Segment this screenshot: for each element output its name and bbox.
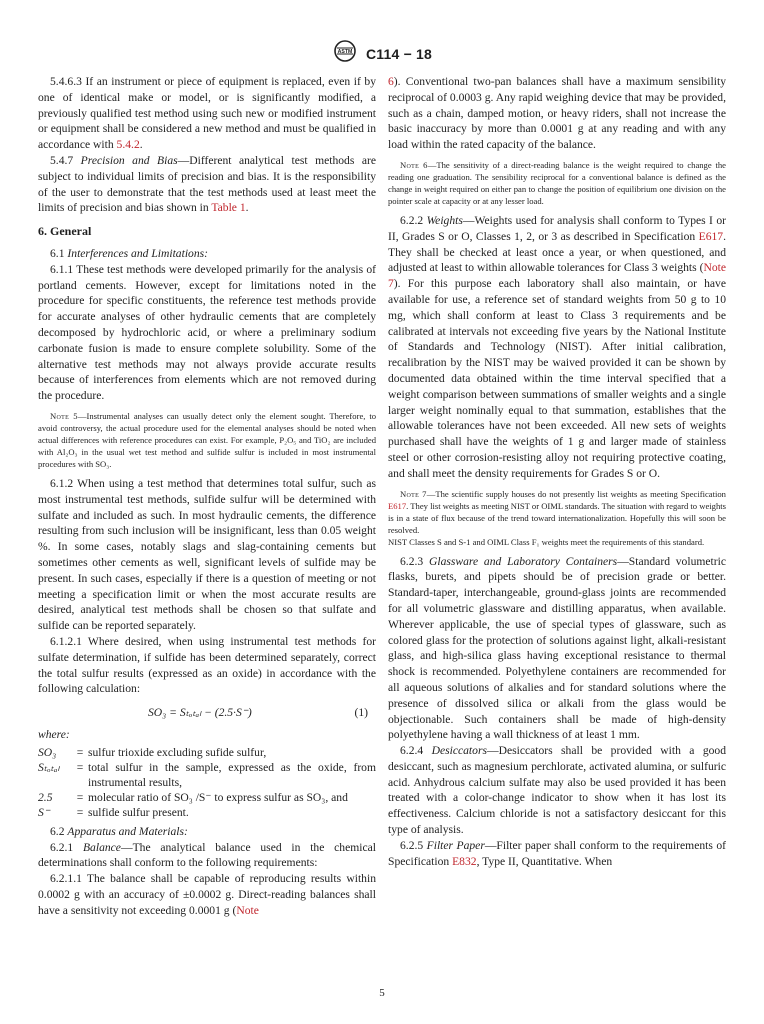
equation-1 bbox=[38, 699, 376, 725]
paragraph-6-2-1-1-continued: 6). Conventional two-pan balances shall have a maximum sensibility reciprocal of 0.0003 g. Any rapid weighing device that may be provided, such as a chain, damped motion, or heavy riders, shall not increase the basic inaccuracy by more than 0.0001 g at any reading and with any load within the rated capacity of the balance. bbox=[388, 75, 726, 152]
paragraph-6-2-1-1: 6.2.1.1 The balance shall be capable of reproducing results within 0.0002 g with an accuracy of ±0.0002 g. Direct-reading balances shall have a sensitivity not exceeding 0.0001 g (Note bbox=[38, 872, 376, 917]
link-note-6[interactable]: Note bbox=[236, 903, 259, 917]
definition-row: Sₜₒₜₐₗ = total sulfur in the sample, expressed as the oxide, from instrumental results, bbox=[38, 760, 376, 789]
section-heading-general: 6. General bbox=[38, 224, 92, 239]
link-note-6-number[interactable]: 6 bbox=[388, 75, 394, 88]
link-5-4-2[interactable]: 5.4.2 bbox=[116, 138, 140, 152]
paragraph-6-1-1: 6.1.1 These test methods were developed primarily for the analysis of portland cements. However, except for limitations noted in the procedure for specific constituents, the reference test methods provide for accurate analyses of other hydraulic cements that are completely decomposed by hydrochloric acid, or where a preliminary sodium carbonate fusion is made to ensure complete solubility. Some of the alternative test methods may not always provide accurate results because of interferences from elements which are not removed during the procedure. bbox=[38, 262, 376, 403]
paragraph-6-2-4: 6.2.4 Desiccators—Desiccators shall be provided with a good desiccant, such as magnesium perchlorate, activated alumina, or sulfuric acid. Anhydrous calcium sulfate may also be used provided it has been treated with a color-change indicator to show when it has lost its effectiveness. Calcium chloride is not a satisfactory desiccant for this type of analysis. bbox=[388, 744, 727, 837]
astm-logo-icon bbox=[332, 40, 358, 67]
svg-text:ASTM: ASTM bbox=[337, 49, 353, 56]
definition-row: S⁻ = sulfide sulfur present. bbox=[38, 805, 189, 819]
link-e617-note[interactable]: E617 bbox=[388, 500, 407, 511]
note-6: Note 6—The sensitivity of a direct-reading balance is the weight required to change the reading one graduation. The sensibility reciprocal for a conventional balance is defined as the change in weight required on either pan to change the position of equilibrium one division on the pointer scale at capacity or at any lesser load. bbox=[388, 159, 726, 206]
left-column bbox=[38, 74, 376, 919]
note-5: Note 5—Instrumental analyses can usually detect only the element sought. Therefore, to avoid controversy, the actual procedure used for the elemental analyses should be noted when actual differences with reference procedures can exist. For example, P₂O₅ and TiO₂ are included with Al₂O₃ in the usual wet test method and sulfide sulfur is included in most instrumental procedures with SO₃. bbox=[38, 410, 377, 469]
where-label: where: bbox=[38, 728, 70, 742]
paragraph-6-2: 6.2 Apparatus and Materials: bbox=[50, 824, 188, 838]
definition-row: SO₃ = sulfur trioxide excluding sufide sulfur, bbox=[38, 745, 267, 759]
link-e832[interactable]: E832 bbox=[452, 854, 477, 868]
page-number: 5 bbox=[379, 987, 385, 999]
paragraph-6-1-2: 6.1.2 When using a test method that determines total sulfur, such as most instrumental test methods, sulfide sulfur will be determined with sulfate and included as such. In most hydraulic cements, the difference resulting from such inclusion will be insignificant, less than 0.05 weight %. In some cases, notably slags and slag-containing cements but sometimes other cements as well, significant levels of sulfide may be present. In such cases, especially if there is a question of meeting or not meeting a specification limit or when the most accurate results are desired, analytical test methods shall be chosen so that sulfate and sulfide can be reported separately. bbox=[38, 476, 376, 633]
link-e617[interactable]: E617 bbox=[698, 229, 724, 243]
paragraph-6-1-2-1: 6.1.2.1 Where desired, when using instrumental test methods for sulfate determination, if sulfide has been determined separately, correct the total sulfur results (expressed as an oxide) in accordance with the following calculation: bbox=[38, 634, 376, 696]
page-header bbox=[0, 40, 764, 67]
equation-number: (1) bbox=[354, 706, 368, 720]
paragraph-6-2-5: 6.2.5 Filter Paper—Filter paper shall conform to the requirements of Specification E832, Type II, Quantitative. When bbox=[388, 838, 726, 868]
equation-body: SO₃ = Sₜₒₜₐₗ − (2.5·S⁻) bbox=[148, 706, 252, 720]
definition-row: 2.5 = molecular ratio of SO₃ /S⁻ to express sulfur as SO₃, and bbox=[38, 790, 348, 804]
definitions-table bbox=[38, 745, 376, 820]
paragraph-5-4-6-3: 5.4.6.3 If an instrument or piece of equipment is replaced, even if by one of identical make or model, or is significantly modified, a previously qualified test method using such new or modified instrument or equipment shall be considered a new method and must be qualified in accordance with 5.4.2. bbox=[38, 75, 376, 152]
paragraph-6-2-2: 6.2.2 Weights—Weights used for analysis shall conform to Types I or II, Grades S or O, Classes 1, 2, or 3 as described in Specification E617. They shall be checked at least once a year, or when questioned, and adjusted at least to within allowable tolerances for Class 3 weights (Note 7). For this purpose each laboratory shall also maintain, or have available for use, a reference set of standard weights from 50 g to 10 mg, which shall conform at least to Class 3 requirements and be calibrated at intervals not exceeding five years by the National Institute of Standards and Technology (NIST). After initial calibration, recalibration by the NIST may be waived provided it can be shown by documented data obtained within the time interval specified that a weight comparison between summations of smaller weights and a single larger weight nominally equal to that summation, establishes that the allowable tolerances have not been exceeded. All new sets of weights purchased shall have the weights of 1 g and larger made of stainless steel or other corrosion-resisting alloy not requiring protective coating, and shall meet the density requirements for Grades S or O. bbox=[388, 213, 726, 480]
paragraph-6-2-1: 6.2.1 Balance—The analytical balance used in the chemical determinations shall conform to the following requirements: bbox=[38, 840, 376, 870]
note-7-continued: NIST Classes S and S-1 and OIML Class F₁ weights meet the requirements of this standard. bbox=[388, 536, 705, 547]
paragraph-6-2-3: 6.2.3 Glassware and Laboratory Containers—Standard volumetric flasks, burets, and pipets should be of precision grade or better. Standard-taper, interchangeable, ground-glass joints are recommended for all volumetric glassware and distilling apparatus, when available. Wherever applicable, the use of special types of glassware, such as colored glass for the protection of solutions against light, alkali-resistant glass, and high-silica glass having exceptional resistance to thermal shock is recommended. Polyethylene containers are recommended for all aqueous solutions of alkalies and for standard solutions where the presence of dissolved silica or alkali from the glass would be objectionable. Such containers shall be made of high-density polyethylene having a wall thickness of at least 1 mm. bbox=[388, 554, 726, 742]
link-table-1[interactable]: Table 1 bbox=[211, 201, 246, 215]
paragraph-6-1: 6.1 Interferences and Limitations: bbox=[50, 246, 209, 260]
right-column bbox=[388, 74, 726, 869]
document-id: C114 − 18 bbox=[365, 45, 433, 62]
paragraph-5-4-7: 5.4.7 Precision and Bias—Different analytical test methods are subject to individual limits of precision and bias. It is the responsibility of the user to demonstrate that the test methods used at least meet the limits of precision and bias shown in Table 1. bbox=[38, 153, 376, 215]
link-note-7[interactable]: Note 7 bbox=[388, 261, 726, 291]
note-7: Note 7—The scientific supply houses do not presently list weights as meeting Specification E617. They list weights as meeting NIST or OIML standards. The situation with regard to weights is in a state of flux because of the trend toward internationalization. Hopefully this will soon be resolved. NIST Classes S and S-1 and OIML Class F₁ weights meet the requirements of this standard. bbox=[388, 488, 726, 547]
